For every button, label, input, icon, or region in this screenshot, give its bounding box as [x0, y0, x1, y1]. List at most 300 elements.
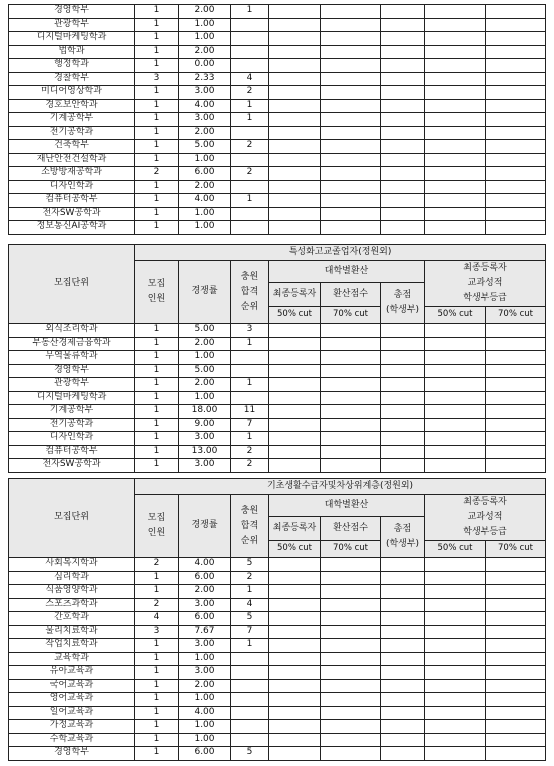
- total-cell: [381, 5, 425, 19]
- cut70-cell: [321, 571, 381, 585]
- total-cell: [381, 625, 425, 639]
- header-cut70: 70% cut: [321, 307, 381, 324]
- table-row: [9, 86, 546, 100]
- grade-cut70-cell: [486, 207, 546, 221]
- header-grade-cut70: 70% cut: [486, 541, 546, 558]
- cut50-cell: [269, 207, 321, 221]
- supplement-cell: 2: [231, 167, 269, 181]
- supplement-cell: [231, 706, 269, 720]
- quota-cell: 2: [135, 558, 179, 572]
- header-grade-cut50: 50% cut: [425, 541, 486, 558]
- table-row: [9, 679, 546, 693]
- quota-cell: 2: [135, 167, 179, 181]
- cut50-cell: [269, 612, 321, 626]
- cut70-cell: [321, 598, 381, 612]
- cut70-cell: [321, 86, 381, 100]
- table-row: [9, 351, 546, 365]
- quota-cell: 1: [135, 126, 179, 140]
- unit-cell: 심리학과: [9, 571, 135, 585]
- grade-cut70-cell: [486, 598, 546, 612]
- table-row: [9, 5, 546, 19]
- grade-cut50-cell: [425, 221, 486, 235]
- cut50-cell: [269, 337, 321, 351]
- cut50-cell: [269, 364, 321, 378]
- grade-cut50-cell: [425, 459, 486, 473]
- header-conv-score: 환산점수: [321, 283, 381, 307]
- quota-cell: 1: [135, 194, 179, 208]
- unit-cell: 컴퓨터공학부: [9, 194, 135, 208]
- quota-cell: 1: [135, 639, 179, 653]
- supplement-cell: 4: [231, 72, 269, 86]
- grade-cut50-cell: [425, 679, 486, 693]
- table-row: [9, 693, 546, 707]
- table-row: [9, 167, 546, 181]
- competition-cell: 1.00: [179, 221, 231, 235]
- unit-cell: 관광학부: [9, 378, 135, 392]
- header-cut50: 50% cut: [269, 307, 321, 324]
- header-total: 총점 (학생부): [381, 283, 425, 324]
- table-row: [9, 194, 546, 208]
- quota-cell: 1: [135, 221, 179, 235]
- table-row: [9, 45, 546, 59]
- grade-cut70-cell: [486, 418, 546, 432]
- grade-cut70-cell: [486, 747, 546, 761]
- quota-cell: 1: [135, 324, 179, 338]
- supplement-cell: 5: [231, 747, 269, 761]
- table-row: [9, 405, 546, 419]
- cut70-cell: [321, 72, 381, 86]
- unit-cell: 전자SW공학과: [9, 459, 135, 473]
- quota-cell: 1: [135, 337, 179, 351]
- header-quota: 모집 인원: [135, 495, 179, 558]
- competition-cell: 1.00: [179, 153, 231, 167]
- unit-cell: 재난안전건설학과: [9, 153, 135, 167]
- cut50-cell: [269, 418, 321, 432]
- competition-cell: 5.00: [179, 324, 231, 338]
- total-cell: [381, 45, 425, 59]
- supplement-cell: [231, 18, 269, 32]
- total-cell: [381, 86, 425, 100]
- grade-cut50-cell: [425, 558, 486, 572]
- supplement-cell: [231, 679, 269, 693]
- supplement-cell: 1: [231, 5, 269, 19]
- header-unit: 모집단위: [9, 245, 135, 324]
- unit-cell: 기계공학부: [9, 113, 135, 127]
- quota-cell: 1: [135, 679, 179, 693]
- table-row: [9, 99, 546, 113]
- total-cell: [381, 18, 425, 32]
- unit-cell: 행정학과: [9, 59, 135, 73]
- unit-cell: 컴퓨터공학부: [9, 445, 135, 459]
- quota-cell: 1: [135, 693, 179, 707]
- header-grade: 최종등록자 교과성적 학생부등급: [425, 495, 546, 541]
- quota-cell: 1: [135, 459, 179, 473]
- table-row: [9, 625, 546, 639]
- total-cell: [381, 459, 425, 473]
- cut50-cell: [269, 351, 321, 365]
- competition-cell: 2.00: [179, 585, 231, 599]
- cut70-cell: [321, 625, 381, 639]
- grade-cut50-cell: [425, 18, 486, 32]
- quota-cell: 1: [135, 571, 179, 585]
- total-cell: [381, 598, 425, 612]
- quota-cell: 1: [135, 666, 179, 680]
- total-cell: [381, 445, 425, 459]
- grade-cut70-cell: [486, 337, 546, 351]
- cut50-cell: [269, 598, 321, 612]
- competition-cell: 6.00: [179, 571, 231, 585]
- table-row: [9, 140, 546, 154]
- header-unit: 모집단위: [9, 479, 135, 558]
- grade-cut50-cell: [425, 337, 486, 351]
- cut50-cell: [269, 733, 321, 747]
- competition-cell: 1.00: [179, 652, 231, 666]
- competition-cell: 3.00: [179, 459, 231, 473]
- cut50-cell: [269, 180, 321, 194]
- competition-cell: 2.00: [179, 126, 231, 140]
- header-total: 총점 (학생부): [381, 517, 425, 558]
- total-cell: [381, 652, 425, 666]
- table-row: [9, 221, 546, 235]
- competition-cell: 1.00: [179, 207, 231, 221]
- grade-cut70-cell: [486, 391, 546, 405]
- grade-cut70-cell: [486, 585, 546, 599]
- competition-cell: 6.00: [179, 747, 231, 761]
- total-cell: [381, 72, 425, 86]
- unit-cell: 관광학부: [9, 18, 135, 32]
- cut70-cell: [321, 432, 381, 446]
- grade-cut50-cell: [425, 364, 486, 378]
- cut50-cell: [269, 45, 321, 59]
- total-cell: [381, 337, 425, 351]
- supplement-cell: 1: [231, 639, 269, 653]
- grade-cut70-cell: [486, 18, 546, 32]
- unit-cell: 국어교육과: [9, 679, 135, 693]
- cut70-cell: [321, 585, 381, 599]
- header-competition: 경쟁률: [179, 495, 231, 558]
- header-supplement: 충원 합격 순위: [231, 495, 269, 558]
- cut70-cell: [321, 194, 381, 208]
- grade-cut50-cell: [425, 113, 486, 127]
- quota-cell: 4: [135, 612, 179, 626]
- total-cell: [381, 324, 425, 338]
- supplement-cell: 7: [231, 418, 269, 432]
- unit-cell: 식품영양학과: [9, 585, 135, 599]
- competition-cell: 4.00: [179, 194, 231, 208]
- total-cell: [381, 140, 425, 154]
- competition-cell: 3.00: [179, 639, 231, 653]
- supplement-cell: 11: [231, 405, 269, 419]
- total-cell: [381, 153, 425, 167]
- quota-cell: 1: [135, 18, 179, 32]
- supplement-cell: 1: [231, 194, 269, 208]
- grade-cut50-cell: [425, 571, 486, 585]
- supplement-cell: 2: [231, 86, 269, 100]
- grade-cut70-cell: [486, 59, 546, 73]
- cut50-cell: [269, 571, 321, 585]
- grade-cut50-cell: [425, 652, 486, 666]
- grade-cut50-cell: [425, 706, 486, 720]
- grade-cut50-cell: [425, 5, 486, 19]
- grade-cut50-cell: [425, 32, 486, 46]
- header-competition: 경쟁률: [179, 261, 231, 324]
- quota-cell: 1: [135, 706, 179, 720]
- cut70-cell: [321, 32, 381, 46]
- quota-cell: 1: [135, 391, 179, 405]
- total-cell: [381, 706, 425, 720]
- supplement-cell: [231, 126, 269, 140]
- total-cell: [381, 418, 425, 432]
- competition-cell: 1.00: [179, 391, 231, 405]
- competition-cell: 2.00: [179, 45, 231, 59]
- supplement-cell: [231, 652, 269, 666]
- grade-cut50-cell: [425, 378, 486, 392]
- unit-cell: 건축학부: [9, 140, 135, 154]
- grade-cut50-cell: [425, 207, 486, 221]
- grade-cut70-cell: [486, 459, 546, 473]
- competition-cell: 1.00: [179, 351, 231, 365]
- grade-cut50-cell: [425, 194, 486, 208]
- cut50-cell: [269, 652, 321, 666]
- cut70-cell: [321, 558, 381, 572]
- grade-cut50-cell: [425, 324, 486, 338]
- table-row: [9, 391, 546, 405]
- competition-cell: 3.00: [179, 666, 231, 680]
- grade-cut70-cell: [486, 666, 546, 680]
- competition-cell: 0.00: [179, 59, 231, 73]
- grade-cut70-cell: [486, 221, 546, 235]
- grade-cut70-cell: [486, 126, 546, 140]
- unit-cell: 영어교육과: [9, 693, 135, 707]
- cut70-cell: [321, 459, 381, 473]
- grade-cut70-cell: [486, 153, 546, 167]
- supplement-cell: 1: [231, 113, 269, 127]
- quota-cell: 1: [135, 351, 179, 365]
- competition-cell: 3.00: [179, 86, 231, 100]
- cut50-cell: [269, 324, 321, 338]
- supplement-cell: [231, 693, 269, 707]
- grade-cut50-cell: [425, 180, 486, 194]
- cut70-cell: [321, 180, 381, 194]
- cut70-cell: [321, 445, 381, 459]
- supplement-cell: [231, 180, 269, 194]
- supplement-cell: 1: [231, 378, 269, 392]
- unit-cell: 교육학과: [9, 652, 135, 666]
- competition-cell: 2.00: [179, 378, 231, 392]
- grade-cut70-cell: [486, 720, 546, 734]
- cut50-cell: [269, 432, 321, 446]
- total-cell: [381, 693, 425, 707]
- table-row: [9, 207, 546, 221]
- grade-cut50-cell: [425, 693, 486, 707]
- competition-cell: 9.00: [179, 418, 231, 432]
- cut70-cell: [321, 113, 381, 127]
- cut50-cell: [269, 194, 321, 208]
- unit-cell: 부동산경제금융학과: [9, 337, 135, 351]
- cut50-cell: [269, 5, 321, 19]
- unit-cell: 디지털마케팅학과: [9, 391, 135, 405]
- cut50-cell: [269, 18, 321, 32]
- grade-cut50-cell: [425, 45, 486, 59]
- supplement-cell: 1: [231, 585, 269, 599]
- competition-cell: 2.00: [179, 180, 231, 194]
- quota-cell: 1: [135, 747, 179, 761]
- cut70-cell: [321, 207, 381, 221]
- unit-cell: 경영학부: [9, 747, 135, 761]
- supplement-cell: [231, 351, 269, 365]
- cut50-cell: [269, 32, 321, 46]
- cut50-cell: [269, 59, 321, 73]
- quota-cell: 1: [135, 180, 179, 194]
- cut50-cell: [269, 706, 321, 720]
- total-cell: [381, 32, 425, 46]
- admissions-table-1: [8, 4, 546, 235]
- cut50-cell: [269, 86, 321, 100]
- table-row: [9, 180, 546, 194]
- supplement-cell: [231, 45, 269, 59]
- cut70-cell: [321, 337, 381, 351]
- grade-cut50-cell: [425, 140, 486, 154]
- cut50-cell: [269, 167, 321, 181]
- cut70-cell: [321, 167, 381, 181]
- unit-cell: 가정교육과: [9, 720, 135, 734]
- competition-cell: 2.33: [179, 72, 231, 86]
- table-row: [9, 113, 546, 127]
- cut70-cell: [321, 364, 381, 378]
- total-cell: [381, 180, 425, 194]
- grade-cut50-cell: [425, 72, 486, 86]
- total-cell: [381, 194, 425, 208]
- cut70-cell: [321, 405, 381, 419]
- table-row: [9, 598, 546, 612]
- grade-cut50-cell: [425, 391, 486, 405]
- grade-cut70-cell: [486, 706, 546, 720]
- grade-cut70-cell: [486, 32, 546, 46]
- table-row: [9, 612, 546, 626]
- unit-cell: 사회복지학과: [9, 558, 135, 572]
- grade-cut70-cell: [486, 99, 546, 113]
- grade-cut70-cell: [486, 693, 546, 707]
- quota-cell: 3: [135, 625, 179, 639]
- grade-cut50-cell: [425, 639, 486, 653]
- grade-cut70-cell: [486, 432, 546, 446]
- total-cell: [381, 207, 425, 221]
- quota-cell: 1: [135, 32, 179, 46]
- unit-cell: 디지털마케팅학과: [9, 32, 135, 46]
- cut70-cell: [321, 221, 381, 235]
- table-row: [9, 126, 546, 140]
- total-cell: [381, 432, 425, 446]
- cut50-cell: [269, 693, 321, 707]
- grade-cut70-cell: [486, 5, 546, 19]
- total-cell: [381, 585, 425, 599]
- supplement-cell: 7: [231, 625, 269, 639]
- cut50-cell: [269, 558, 321, 572]
- grade-cut50-cell: [425, 126, 486, 140]
- table-title: 특성화고교졸업자(정원외): [135, 245, 546, 261]
- table-title: 기초생활수급자및차상위계층(정원외): [135, 479, 546, 495]
- cut50-cell: [269, 585, 321, 599]
- grade-cut70-cell: [486, 86, 546, 100]
- header-final-reg: 최종등록자: [269, 283, 321, 307]
- cut70-cell: [321, 324, 381, 338]
- competition-cell: 1.00: [179, 32, 231, 46]
- total-cell: [381, 558, 425, 572]
- grade-cut70-cell: [486, 180, 546, 194]
- grade-cut70-cell: [486, 679, 546, 693]
- grade-cut70-cell: [486, 405, 546, 419]
- cut50-cell: [269, 99, 321, 113]
- cut50-cell: [269, 221, 321, 235]
- grade-cut50-cell: [425, 153, 486, 167]
- unit-cell: 외식조리학과: [9, 324, 135, 338]
- cut70-cell: [321, 639, 381, 653]
- table-row: [9, 720, 546, 734]
- table-row: [9, 418, 546, 432]
- header-final-reg: 최종등록자: [269, 517, 321, 541]
- header-conv-score: 환산점수: [321, 517, 381, 541]
- cut50-cell: [269, 625, 321, 639]
- total-cell: [381, 639, 425, 653]
- table-row: [9, 153, 546, 167]
- supplement-cell: 1: [231, 432, 269, 446]
- competition-cell: 1.00: [179, 693, 231, 707]
- total-cell: [381, 364, 425, 378]
- supplement-cell: 2: [231, 445, 269, 459]
- header-grade-cut50: 50% cut: [425, 307, 486, 324]
- cut70-cell: [321, 733, 381, 747]
- admissions-table-2: [8, 244, 546, 473]
- competition-cell: 2.00: [179, 679, 231, 693]
- total-cell: [381, 59, 425, 73]
- unit-cell: 디자인학과: [9, 180, 135, 194]
- competition-cell: 7.67: [179, 625, 231, 639]
- grade-cut50-cell: [425, 625, 486, 639]
- competition-cell: 4.00: [179, 558, 231, 572]
- supplement-cell: 2: [231, 571, 269, 585]
- grade-cut50-cell: [425, 666, 486, 680]
- cut50-cell: [269, 720, 321, 734]
- unit-cell: 물리치료학과: [9, 625, 135, 639]
- table-row: [9, 652, 546, 666]
- header-cut70: 70% cut: [321, 541, 381, 558]
- quota-cell: 1: [135, 45, 179, 59]
- quota-cell: 1: [135, 405, 179, 419]
- table-row: [9, 324, 546, 338]
- header-cut50: 50% cut: [269, 541, 321, 558]
- grade-cut70-cell: [486, 113, 546, 127]
- supplement-cell: 2: [231, 140, 269, 154]
- cut70-cell: [321, 652, 381, 666]
- competition-cell: 4.00: [179, 706, 231, 720]
- grade-cut50-cell: [425, 167, 486, 181]
- quota-cell: 1: [135, 59, 179, 73]
- grade-cut70-cell: [486, 639, 546, 653]
- supplement-cell: [231, 32, 269, 46]
- grade-cut70-cell: [486, 194, 546, 208]
- cut70-cell: [321, 45, 381, 59]
- grade-cut50-cell: [425, 598, 486, 612]
- cut50-cell: [269, 391, 321, 405]
- grade-cut50-cell: [425, 747, 486, 761]
- quota-cell: 1: [135, 364, 179, 378]
- cut70-cell: [321, 153, 381, 167]
- total-cell: [381, 113, 425, 127]
- grade-cut70-cell: [486, 571, 546, 585]
- competition-cell: 1.00: [179, 18, 231, 32]
- table-row: [9, 558, 546, 572]
- table-row: [9, 378, 546, 392]
